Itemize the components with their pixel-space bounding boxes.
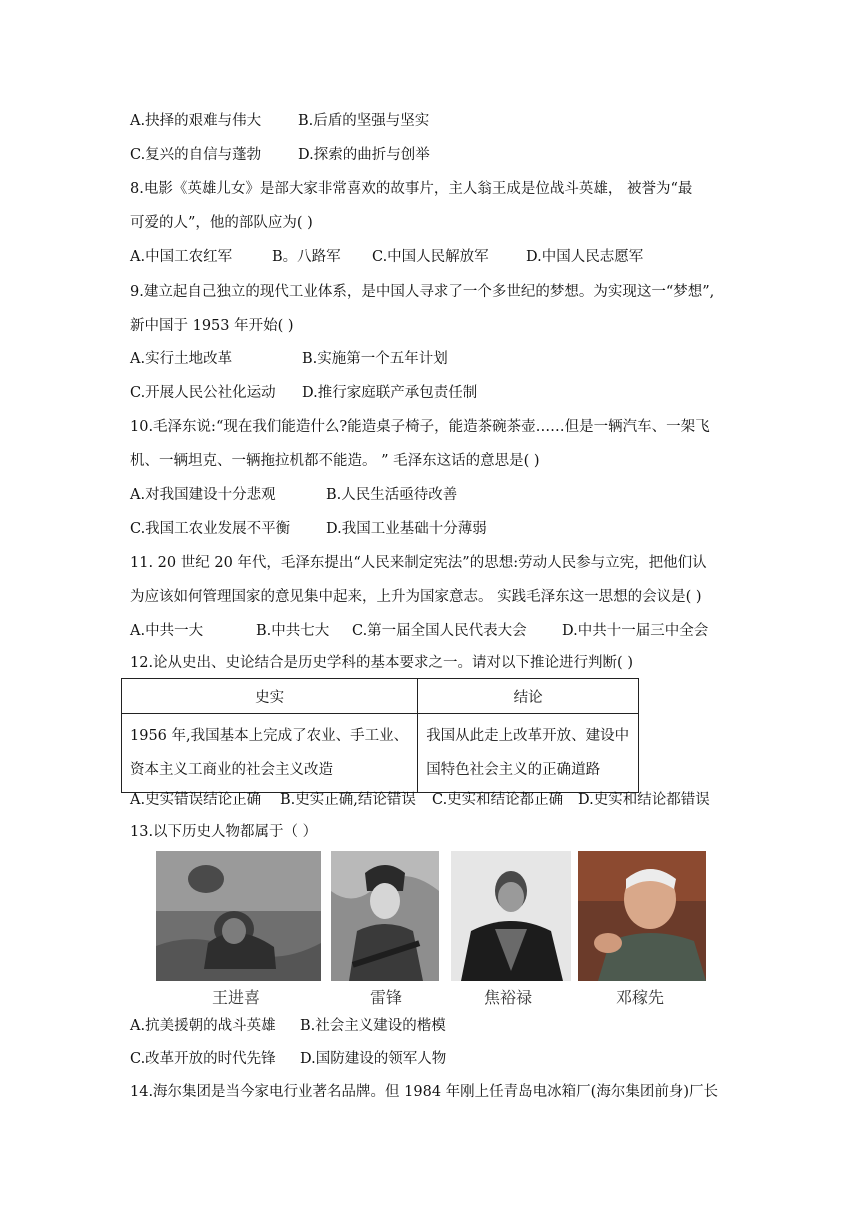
table-header-fact: 史实 [122,679,418,714]
photo-wang-jinxi [156,851,321,981]
q11-option-c: C.第一届全国人民代表大会 [352,623,527,639]
q13-option-c: C.改革开放的时代先锋 [130,1051,276,1067]
q12-option-a: A.史实错误结论正确 [130,792,262,808]
q11-option-b: B.中共七大 [256,623,330,639]
photo-lei-feng-image [331,851,439,981]
q10-stem-line1: 10.毛泽东说:“现在我们能造什么?能造桌子椅子，能造茶碗茶壶……但是一辆汽车、一架飞 [130,419,710,435]
q7-option-c: C.复兴的自信与蓬勃 [130,147,262,163]
q8-option-d: D.中国人民志愿军 [526,249,644,265]
q9-option-c: C.开展人民公社化运动 [130,385,276,401]
table-cell-conclusion [418,714,639,793]
q8-stem-line1: 8.电影《英雄儿女》是部大家非常喜欢的故事片，主人翁王成是位战斗英雄， 被誉为“最 [130,181,693,197]
photo-lei-feng [331,851,439,981]
conclusion-line1: 我国从此走上改革开放、建设中 [426,728,630,744]
q13-option-a: A.抗美援朝的战斗英雄 [130,1018,276,1034]
photo-jiao-yulu-image [451,851,571,981]
photo-deng-jiaxian-image [578,851,706,981]
caption-deng-jiaxian: 邓稼先 [615,988,664,1007]
q8-option-a: A.中国工农红军 [130,249,233,265]
q12-option-d: D.史实和结论都错误 [578,792,710,808]
q12-stem: 12.论从史出、史论结合是历史学科的基本要求之一。请对以下推论进行判断( ) [130,655,633,671]
fact-line2: 资本主义工商业的社会主义改造 [130,762,333,778]
q13-option-d: D.国防建设的领军人物 [300,1051,447,1067]
caption-lei-feng: 雷锋 [369,988,402,1007]
q11-option-d: D.中共十一届三中全会 [562,623,709,639]
q9-option-b: B.实施第一个五年计划 [302,351,448,367]
q13-option-b: B.社会主义建设的楷模 [300,1018,446,1034]
q11-option-a: A.中共一大 [130,623,204,639]
q12-option-c: C.史实和结论都正确 [432,792,564,808]
q11-stem-line2: 为应该如何管理国家的意见集中起来，上升为国家意志。 实践毛泽东这一思想的会议是( ) [130,589,702,605]
q11-stem-line1: 11. 20 世纪 20 年代，毛泽东提出“人民来制定宪法”的思想:劳动人民参与立宪，把他们认 [130,555,707,571]
q9-option-a: A.实行土地改革 [130,351,233,367]
photo-jiao-yulu [451,851,571,981]
caption-wang-jinxi: 王进喜 [211,988,260,1007]
q14-stem-line1: 14.海尔集团是当今家电行业著名品牌。但 1984 年刚上任青岛电冰箱厂(海尔集团前身)厂长 [130,1084,718,1100]
q9-option-d: D.推行家庭联产承包责任制 [302,385,478,401]
q7-option-a: A.抉择的艰难与伟大 [130,113,262,129]
caption-jiao-yulu: 焦裕禄 [483,988,532,1007]
q10-option-d: D.我国工业基础十分薄弱 [326,521,487,537]
conclusion-line2: 国特色社会主义的正确道路 [426,762,601,778]
q10-option-a: A.对我国建设十分悲观 [130,487,276,503]
q8-option-c: C.中国人民解放军 [372,249,489,265]
fact-line1: 1956 年,我国基本上完成了农业、手工业、 [130,728,409,744]
q7-option-b: B.后盾的坚强与坚实 [298,113,430,129]
q9-stem-line1: 9.建立起自己独立的现代工业体系，是中国人寻求了一个多世纪的梦想。为实现这一“梦想”, [130,284,715,300]
table-header-conclusion: 结论 [418,679,639,714]
photo-deng-jiaxian [578,851,706,981]
q8-option-b: B。八路军 [272,249,341,265]
q7-option-d: D.探索的曲折与创举 [298,147,430,163]
q12-option-b: B.史实正确,结论错误 [280,792,416,808]
table-cell-fact [122,714,418,793]
q10-stem-line2: 机、一辆坦克、一辆拖拉机都不能造。 ” 毛泽东这话的意思是( ) [130,453,540,469]
q10-option-c: C.我国工农业发展不平衡 [130,521,291,537]
q10-option-b: B.人民生活亟待改善 [326,487,458,503]
fact-conclusion-table [121,678,639,793]
q13-stem: 13.以下历史人物都属于（ ） [130,824,318,840]
q9-stem-line2: 新中国于 1953 年开始( ) [130,318,294,334]
photo-wang-jinxi-image [156,851,321,981]
q8-stem-line2: 可爱的人”，他的部队应为( ) [130,215,313,231]
